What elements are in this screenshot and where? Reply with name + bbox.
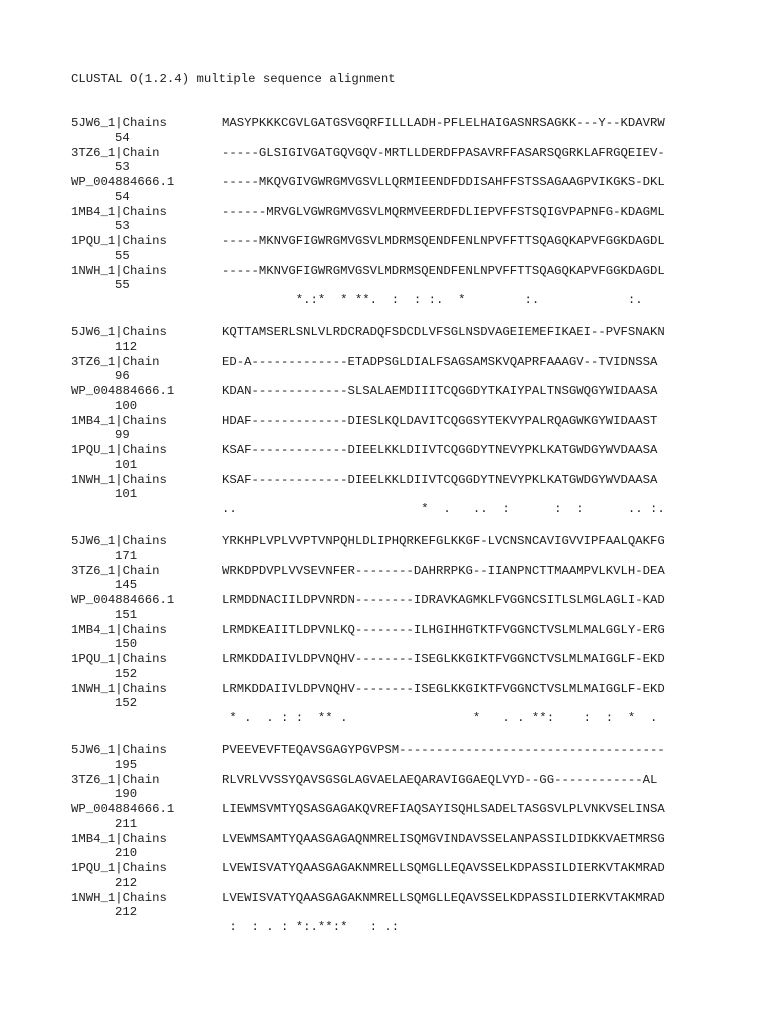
residue-count: 212 — [115, 875, 138, 890]
sequence-row — [71, 205, 711, 235]
consensus-line: * . . : : ** . * . . **: : : * . — [222, 711, 658, 725]
sequence-name: 3TZ6_1|Chain — [71, 563, 160, 578]
consensus-line: : : . : *:.**:* : .: — [222, 920, 400, 934]
sequence-row — [71, 534, 711, 564]
sequence-residues: LRMDDNACIILDPVNRDN--------IDRAVKAGMKLFVGGNCSITLSLMGLAGLI-KAD — [222, 593, 665, 607]
sequence-residues: LVEWMSAMTYQAASGAGAQNMRELISQMGVINDAVSSELANPASSILDIDKKVAETMRSG — [222, 831, 665, 846]
alignment-document — [71, 71, 711, 952]
sequence-name: 5JW6_1|Chains — [71, 743, 167, 757]
sequence-residues: LIEWMSVMTYQSASGAGAKQVREFIAQSAYISQHLSADELTASGSVLPLVNKVSELINSA — [222, 802, 665, 816]
consensus-line: .. * . .. : : : .. :. — [222, 502, 665, 516]
sequence-name: 1MB4_1|Chains — [71, 204, 167, 219]
sequence-row — [71, 682, 711, 712]
sequence-name: 1PQU_1|Chains — [71, 652, 167, 666]
sequence-row — [71, 802, 711, 832]
sequence-row — [71, 175, 711, 205]
residue-count: 54 — [115, 130, 130, 145]
residue-count: 53 — [115, 160, 130, 174]
residue-count: 101 — [115, 457, 138, 472]
sequence-residues: -----MKNVGFIGWRGMVGSVLMDRMSQENDFENLNPVFFTTSQAGQKAPVFGGKDAGDL — [222, 263, 665, 278]
consensus-row — [71, 711, 711, 729]
residue-count: 151 — [115, 607, 138, 622]
sequence-name: 1NWH_1|Chains — [71, 890, 167, 905]
residue-count: 190 — [115, 787, 138, 801]
residue-count: 99 — [115, 428, 130, 442]
alignment-block — [71, 743, 711, 938]
sequence-residues: KSAF-------------DIEELKKLDIIVTCQGGDYTNEVYPKLKATGWDGYWVDAASA — [222, 443, 658, 457]
sequence-residues: KQTTAMSERLSNLVLRDCRADQFSDCDLVFSGLNSDVAGEIEMEFIKAEI--PVFSNAKN — [222, 325, 665, 339]
sequence-residues: HDAF-------------DIESLKQLDAVITCQGGSYTEKVYPALRQAGWKGYWIDAAST — [222, 413, 658, 428]
sequence-row — [71, 832, 711, 862]
consensus-row — [71, 502, 711, 520]
sequence-row — [71, 264, 711, 294]
residue-count: 171 — [115, 548, 138, 563]
alignment-block — [71, 116, 711, 311]
sequence-residues: LVEWISVATYQAASGAGAKNMRELLSQMGLLEQAVSSELKDPASSILDIERKVTAKMRAD — [222, 890, 665, 905]
residue-count: 112 — [115, 339, 138, 354]
sequence-row — [71, 743, 711, 773]
residue-count: 96 — [115, 369, 130, 383]
sequence-name: 1NWH_1|Chains — [71, 263, 167, 278]
sequence-name: 3TZ6_1|Chain — [71, 772, 160, 787]
sequence-residues: LRMDKEAIITLDPVNLKQ--------ILHGIHHGTKTFVGGNCTVSLMLMALGGLY-ERG — [222, 622, 665, 637]
sequence-residues: MASYPKKKCGVLGATGSVGQRFILLLADH-PFLELHAIGASNRSAGKK---Y--KDAVRW — [222, 116, 665, 130]
sequence-row — [71, 234, 711, 264]
sequence-name: WP_004884666.1 — [71, 593, 175, 607]
sequence-name: 1MB4_1|Chains — [71, 413, 167, 428]
sequence-name: 5JW6_1|Chains — [71, 325, 167, 339]
sequence-row — [71, 443, 711, 473]
sequence-residues: PVEEVEVFTEQAVSGAGYPGVPSM------------------------------------ — [222, 743, 665, 757]
sequence-name: WP_004884666.1 — [71, 802, 175, 816]
sequence-name: 1MB4_1|Chains — [71, 831, 167, 846]
alignment-header: CLUSTAL O(1.2.4) multiple sequence alignment — [71, 72, 396, 86]
residue-count: 100 — [115, 398, 138, 413]
sequence-row — [71, 861, 711, 891]
sequence-name: 1NWH_1|Chains — [71, 472, 167, 487]
sequence-residues: KSAF-------------DIEELKKLDIIVTCQGGDYTNEVYPKLKATGWDGYWVDAASA — [222, 472, 658, 487]
residue-count: 101 — [115, 487, 138, 501]
residue-count: 212 — [115, 905, 138, 919]
sequence-residues: ------MRVGLVGWRGMVGSVLMQRMVEERDFDLIEPVFFSTSQIGVPAPNFG-KDAGML — [222, 204, 665, 219]
sequence-residues: YRKHPLVPLVVPTVNPQHLDLIPHQRKEFGLKKGF-LVCNSNCAVIGVVIPFAALQAKFG — [222, 534, 665, 548]
sequence-name: 5JW6_1|Chains — [71, 534, 167, 548]
sequence-name: WP_004884666.1 — [71, 384, 175, 398]
sequence-row — [71, 623, 711, 653]
sequence-name: 3TZ6_1|Chain — [71, 145, 160, 160]
residue-count: 210 — [115, 846, 138, 860]
residue-count: 195 — [115, 757, 138, 772]
sequence-residues: -----GLSIGIVGATGQVGQV-MRTLLDERDFPASAVRFFASARSQGRKLAFRGQEIEV- — [222, 145, 665, 160]
sequence-residues: LRMKDDAIIVLDPVNQHV--------ISEGLKKGIKTFVGGNCTVSLMLMAIGGLF-EKD — [222, 681, 665, 696]
sequence-residues: ED-A-------------ETADPSGLDIALFSAGSAMSKVQAPRFAAAGV--TVIDNSSA — [222, 354, 658, 369]
sequence-row — [71, 384, 711, 414]
sequence-name: 3TZ6_1|Chain — [71, 354, 160, 369]
sequence-residues: RLVRLVVSSYQAVSGSGLAGVAELAEQARAVIGGAEQLVYD--GG------------AL — [222, 772, 658, 787]
sequence-row — [71, 773, 711, 803]
sequence-row — [71, 564, 711, 594]
sequence-row — [71, 593, 711, 623]
sequence-residues: LRMKDDAIIVLDPVNQHV--------ISEGLKKGIKTFVGGNCTVSLMLMAIGGLF-EKD — [222, 652, 665, 666]
sequence-residues: -----MKNVGFIGWRGMVGSVLMDRMSQENDFENLNPVFFTTSQAGQKAPVFGGKDAGDL — [222, 234, 665, 248]
alignment-blocks — [71, 116, 711, 938]
sequence-name: 1PQU_1|Chains — [71, 234, 167, 248]
consensus-row — [71, 293, 711, 311]
sequence-name: 1PQU_1|Chains — [71, 861, 167, 875]
residue-count: 55 — [115, 278, 130, 292]
sequence-name: 5JW6_1|Chains — [71, 116, 167, 130]
residue-count: 145 — [115, 578, 138, 592]
sequence-name: 1NWH_1|Chains — [71, 681, 167, 696]
sequence-row — [71, 146, 711, 176]
residue-count: 55 — [115, 248, 130, 263]
sequence-residues: KDAN-------------SLSALAEMDIIITCQGGDYTKAIYPALTNSGWQGYWIDAASA — [222, 384, 658, 398]
sequence-row — [71, 414, 711, 444]
sequence-row — [71, 325, 711, 355]
sequence-name: WP_004884666.1 — [71, 175, 175, 189]
sequence-row — [71, 652, 711, 682]
consensus-line: *.:* * **. : : :. * :. :. — [222, 293, 643, 307]
sequence-residues: LVEWISVATYQAASGAGAKNMRELLSQMGLLEQAVSSELKDPASSILDIERKVTAKMRAD — [222, 861, 665, 875]
sequence-name: 1MB4_1|Chains — [71, 622, 167, 637]
sequence-row — [71, 116, 711, 146]
residue-count: 152 — [115, 696, 138, 710]
sequence-residues: WRKDPDVPLVVSEVNFER--------DAHRRPKG--IIANPNCTTMAAMPVLKVLH-DEA — [222, 563, 665, 578]
alignment-block — [71, 325, 711, 520]
sequence-row — [71, 355, 711, 385]
residue-count: 150 — [115, 637, 138, 651]
residue-count: 211 — [115, 816, 138, 831]
sequence-row — [71, 891, 711, 921]
sequence-name: 1PQU_1|Chains — [71, 443, 167, 457]
consensus-row — [71, 920, 711, 938]
residue-count: 54 — [115, 189, 130, 204]
residue-count: 152 — [115, 666, 138, 681]
sequence-residues: -----MKQVGIVGWRGMVGSVLLQRMIEENDFDDISAHFFSTSSAGAAGPVIKGKS-DKL — [222, 175, 665, 189]
sequence-row — [71, 473, 711, 503]
residue-count: 53 — [115, 219, 130, 233]
alignment-block — [71, 534, 711, 729]
